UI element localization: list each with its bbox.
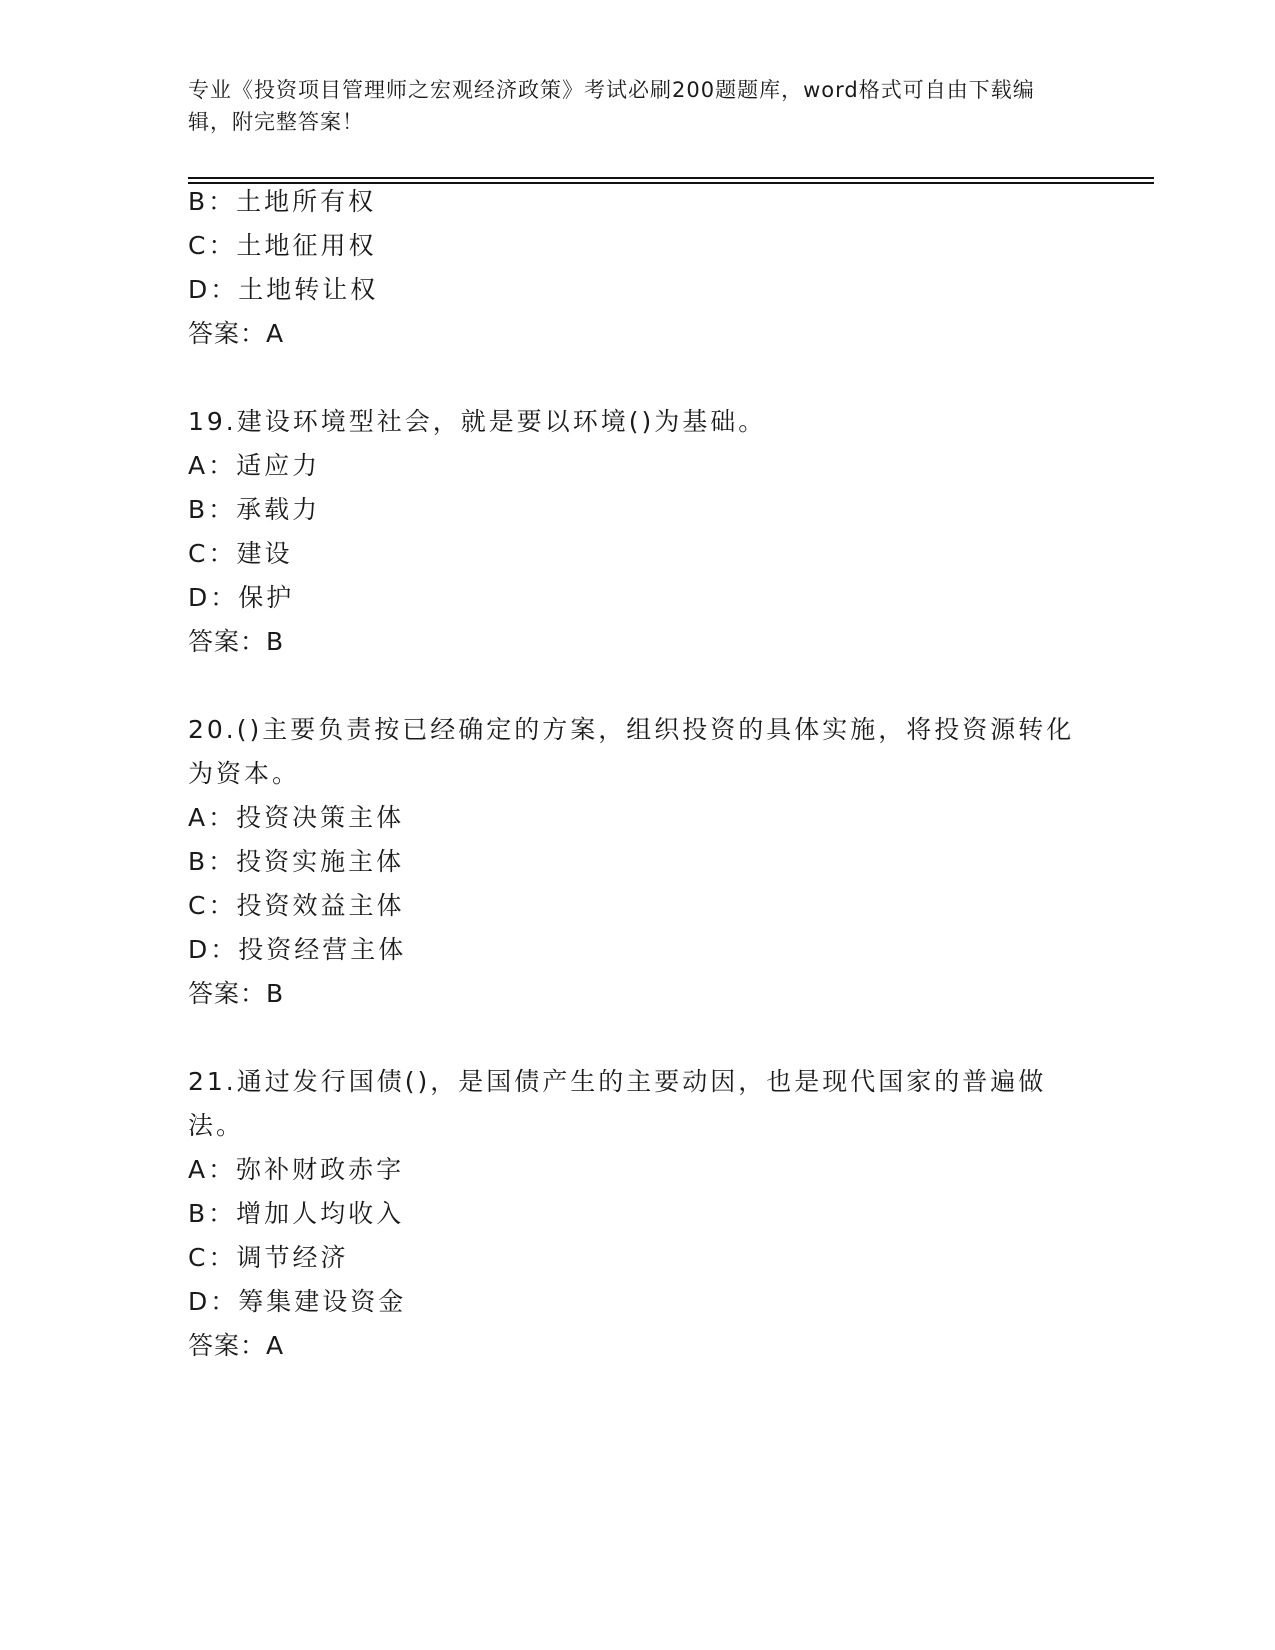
option-b: B：投资实施主体 bbox=[188, 847, 405, 876]
question-stem: 21.通过发行国债()，是国债产生的主要动因，也是现代国家的普遍做法。 bbox=[188, 1067, 1047, 1140]
option-c: C：土地征用权 bbox=[188, 231, 377, 260]
option-d: D：投资经营主体 bbox=[188, 935, 407, 964]
option-c: C：投资效益主体 bbox=[188, 891, 405, 920]
document-header-description: 专业《投资项目管理师之宏观经济政策》考试必刷200题题库，word格式可自由下载编辑，附完整答案！ bbox=[188, 78, 1035, 134]
answer: 答案：B bbox=[188, 627, 285, 656]
option-a: A：适应力 bbox=[188, 451, 321, 480]
option-a: A：弥补财政赤字 bbox=[188, 1155, 405, 1184]
answer: 答案：A bbox=[188, 1331, 285, 1360]
option-b: B：承载力 bbox=[188, 495, 321, 524]
question-stem: 20.()主要负责按已经确定的方案，组织投资的具体实施，将投资源转化为资本。 bbox=[188, 715, 1075, 788]
option-d: D：保护 bbox=[188, 583, 295, 612]
option-b: B：土地所有权 bbox=[188, 187, 377, 216]
option-c: C：调节经济 bbox=[188, 1243, 349, 1272]
answer: 答案：B bbox=[188, 979, 285, 1008]
option-d: D：土地转让权 bbox=[188, 275, 379, 304]
answer: 答案：A bbox=[188, 319, 285, 348]
header-divider-top bbox=[188, 177, 1154, 179]
option-c: C：建设 bbox=[188, 539, 293, 568]
option-a: A：投资决策主体 bbox=[188, 803, 405, 832]
option-d: D：筹集建设资金 bbox=[188, 1287, 407, 1316]
question-stem: 19.建设环境型社会，就是要以环境()为基础。 bbox=[188, 407, 767, 436]
option-b: B：增加人均收入 bbox=[188, 1199, 405, 1228]
